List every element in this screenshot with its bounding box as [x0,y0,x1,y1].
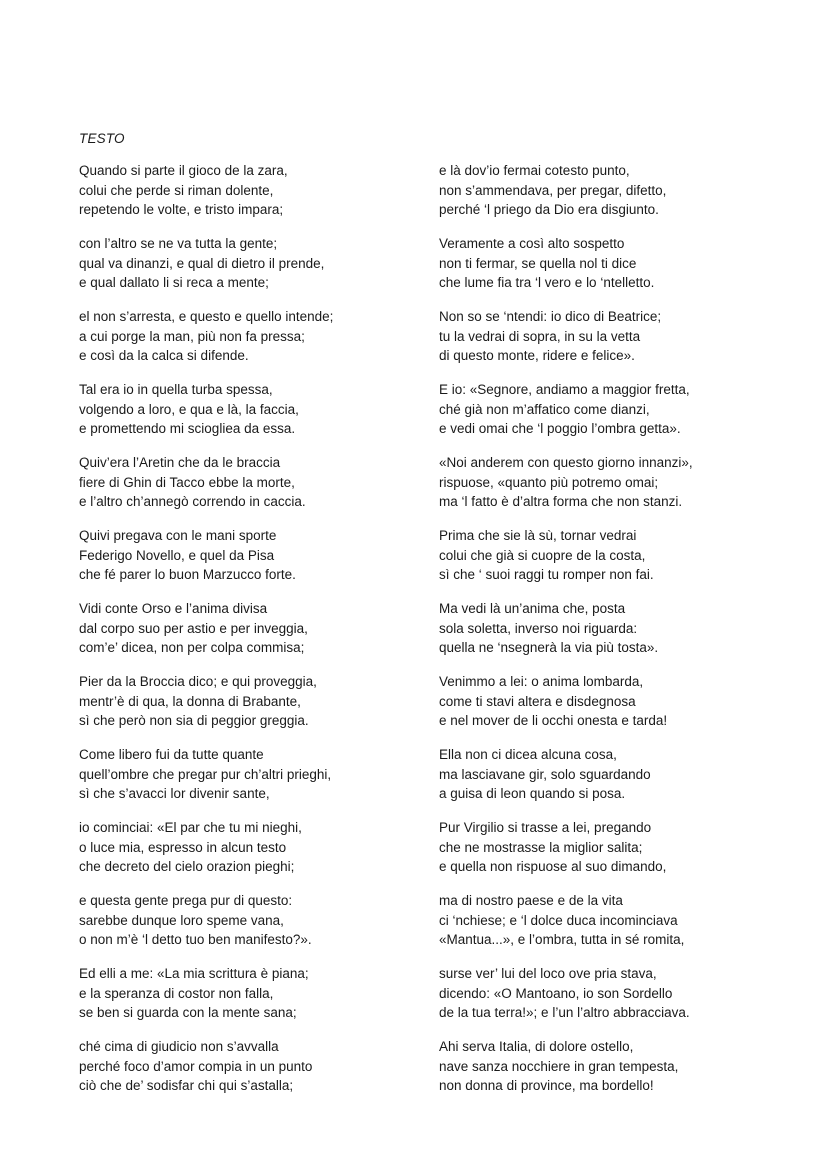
verse-line: Come libero fui da tutte quante [79,747,264,762]
verse-line: non donna di province, ma bordello! [439,1078,654,1093]
verse-line: e così da la calca si difende. [79,348,249,363]
verse-line: mentr’è di qua, la donna di Brabante, [79,693,301,709]
verse-line: tu la vedrai di sopra, in su la vetta [439,328,641,344]
verse-line: dicendo: «O Mantoano, io son Sordello [439,985,673,1001]
verse-line: ci ‘nchiese; e ‘l dolce duca incominciava [439,912,678,928]
verse-line: «Noi anderem con questo giorno innanzi», [439,455,693,470]
verse-line: se ben si guarda con la mente sana; [79,1005,297,1020]
stanza [439,1037,789,1096]
stanza [79,964,429,1023]
verse-line: come ti stavi altera e disdegnosa [439,693,636,709]
verse-line: e la speranza di costor non falla, [79,985,274,1001]
stanza [439,161,789,220]
stanza [439,964,789,1023]
verse-line: sì che ‘ suoi raggi tu romper non fai. [439,567,654,582]
stanza [79,745,429,804]
stanza [439,234,789,293]
verse-line: perché ‘l priego da Dio era disgiunto. [439,202,659,217]
stanza [439,526,789,585]
verse-line: rispuose, «quanto più potremo omai; [439,474,659,490]
verse-line: Pur Virgilio si trasse a lei, pregando [439,820,652,835]
stanza [439,453,789,512]
stanza [79,380,429,439]
stanza [79,161,429,220]
verse-line: io cominciai: «El par che tu mi nieghi, [79,820,302,835]
verse-line: nave sanza nocchiere in gran tempesta, [439,1058,679,1074]
verse-line: e quella non rispuose al suo dimando, [439,859,667,874]
verse-line: di questo monte, ridere e felice». [439,348,635,363]
verse-line: Non so se ‘ntendi: io dico di Beatrice; [439,309,662,324]
verse-line: non s’ammendava, per pregar, difetto, [439,182,667,198]
verse-line: Tal era io in quella turba spessa, [79,382,273,397]
stanza [439,307,789,366]
verse-line: quella ne ‘nsegnerà la via più tosta». [439,640,659,655]
verse-line: fiere di Ghin di Tacco ebbe la morte, [79,474,295,490]
stanza [79,818,429,877]
verse-line: e l’altro ch’annegò correndo in caccia. [79,494,306,509]
verse-line: e qual dallato li si reca a mente; [79,275,269,290]
verse-line: che ne mostrasse la miglior salita; [439,839,643,855]
verse-line: perché foco d’amor compia in un punto [79,1058,313,1074]
verse-line: o luce mia, espresso in alcun testo [79,839,287,855]
verse-line: Pier da la Broccia dico; e qui proveggia, [79,674,317,689]
verse-line: de la tua terra!»; e l’un l’altro abbracciava. [439,1005,690,1020]
stanza [79,1037,429,1096]
verse-line: Ella non ci dicea alcuna cosa, [439,747,617,762]
stanza [439,599,789,658]
verse-line: ciò che de’ sodisfar chi qui s’astalla; [79,1078,294,1093]
stanza [79,672,429,731]
verse-line: E io: «Segnore, andiamo a maggior fretta, [439,382,690,397]
verse-line: surse ver’ lui del loco ove pria stava, [439,966,657,981]
verse-line: e questa gente prega pur di questo: [79,893,293,908]
verse-line: «Mantua...», e l’ombra, tutta in sé romita, [439,932,685,947]
left-column [79,161,429,1110]
verse-line: Veramente a così alto sospetto [439,236,625,251]
verse-line: sì che s’avacci lor divenir sante, [79,786,270,801]
verse-line: volgendo a loro, e qua e là, la faccia, [79,401,299,417]
verse-line: Ahi serva Italia, di dolore ostello, [439,1039,634,1054]
verse-line: Quando si parte il gioco de la zara, [79,163,288,178]
verse-line: qual va dinanzi, e qual di dietro il prende, [79,255,325,271]
verse-line: che decreto del cielo orazion pieghi; [79,859,295,874]
verse-line: Quiv’era l’Aretin che da le braccia [79,455,281,470]
verse-line: com’e’ dicea, non per colpa commisa; [79,640,305,655]
stanza [79,453,429,512]
verse-line: e vedi omai che ‘l poggio l’ombra getta». [439,421,681,436]
stanza [79,307,429,366]
section-heading: TESTO [79,131,125,146]
verse-line: e promettendo mi sciogliea da essa. [79,421,296,436]
verse-line: e nel mover de li occhi onesta e tarda! [439,713,668,728]
right-column [439,161,789,1110]
verse-line: che fé parer lo buon Marzucco forte. [79,567,296,582]
stanza [439,891,789,950]
stanza [439,380,789,439]
verse-line: Venimmo a lei: o anima lombarda, [439,674,644,689]
verse-line: sola soletta, inverso noi riguarda: [439,620,638,636]
verse-line: ma di nostro paese e de la vita [439,893,623,908]
verse-line: Ed elli a me: «La mia scrittura è piana; [79,966,309,981]
stanza [439,672,789,731]
verse-line: a cui porge la man, più non fa pressa; [79,328,305,344]
verse-line: repetendo le volte, e tristo impara; [79,202,284,217]
verse-line: colui che perde si riman dolente, [79,182,274,198]
verse-line: Prima che sie là sù, tornar vedrai [439,528,637,543]
verse-line: Quivi pregava con le mani sporte [79,528,277,543]
verse-line: sì che però non sia di peggior greggia. [79,713,309,728]
verse-line: a guisa di leon quando si posa. [439,786,626,801]
verse-line: Ma vedi là un’anima che, posta [439,601,626,616]
verse-line: o non m’è ‘l detto tuo ben manifesto?». [79,932,312,947]
verse-line: non ti fermar, se quella nol ti dice [439,255,637,271]
verse-line: Federigo Novello, e quel da Pisa [79,547,275,563]
verse-line: e là dov’io fermai cotesto punto, [439,163,630,178]
stanza [79,526,429,585]
verse-line: sarebbe dunque loro speme vana, [79,912,284,928]
stanza [439,745,789,804]
verse-line: ma lasciavane gir, solo sguardando [439,766,651,782]
verse-line: el non s’arresta, e questo e quello intende; [79,309,334,324]
verse-line: Vidi conte Orso e l’anima divisa [79,601,268,616]
verse-line: ché già non m’affatico come dianzi, [439,401,650,417]
verse-line: dal corpo suo per astio e per inveggia, [79,620,308,636]
verse-line: che lume fia tra ‘l vero e lo ‘ntelletto. [439,275,655,290]
verse-line: quell’ombre che pregar pur ch’altri prieghi, [79,766,332,782]
verse-line: con l’altro se ne va tutta la gente; [79,236,278,251]
verse-line: colui che già si cuopre de la costa, [439,547,646,563]
stanza [79,891,429,950]
stanza [79,599,429,658]
verse-line: ché cima di giudicio non s’avvalla [79,1039,279,1054]
stanza [439,818,789,877]
stanza [79,234,429,293]
verse-line: ma ‘l fatto è d’altra forma che non stanzi. [439,494,683,509]
